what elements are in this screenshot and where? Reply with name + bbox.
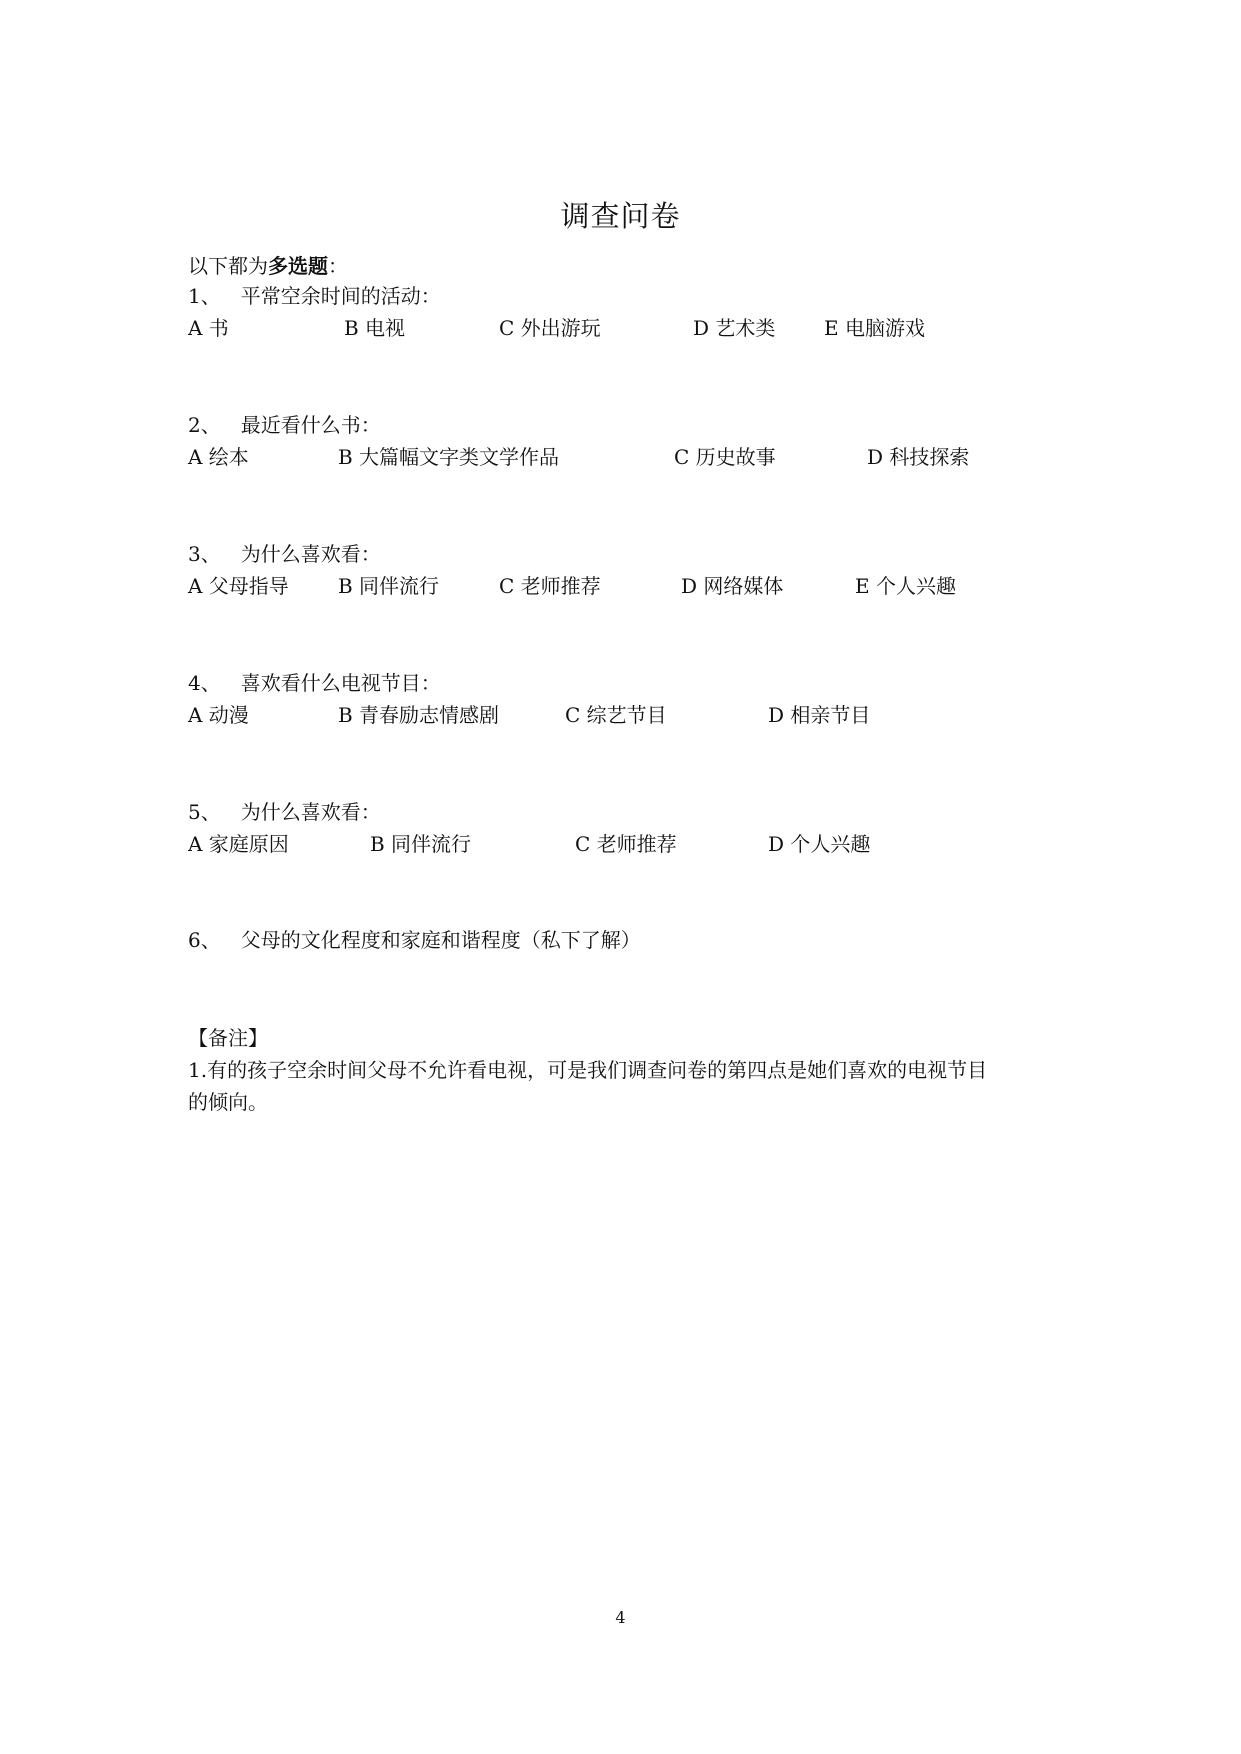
- question-number: 3、: [188, 542, 221, 566]
- question-number: 1、: [188, 284, 221, 308]
- q4-option-a: A 动漫: [188, 703, 249, 727]
- question-text: 父母的文化程度和家庭和谐程度（私下了解）: [240, 928, 641, 952]
- question-4: [188, 669, 441, 697]
- intro-bold: 多选题: [268, 254, 328, 278]
- question-2: [188, 411, 381, 439]
- page-number: 4: [615, 1608, 626, 1627]
- q3-option-b: B 同伴流行: [338, 574, 440, 598]
- q2-option-b: B 大篇幅文字类文学作品: [338, 445, 560, 469]
- q4-option-b: B 青春励志情感剧: [338, 703, 500, 727]
- q1-option-e: E 电脑游戏: [824, 316, 925, 340]
- q3-option-e: E 个人兴趣: [855, 574, 956, 598]
- question-number: 4、: [188, 671, 221, 695]
- q3-option-a: A 父母指导: [188, 574, 289, 598]
- q3-option-d: D 网络媒体: [681, 574, 784, 598]
- q1-option-c: C 外出游玩: [499, 316, 601, 340]
- question-text: 为什么喜欢看：: [240, 800, 381, 824]
- question-text: 喜欢看什么电视节目：: [240, 671, 441, 695]
- q2-option-d: D 科技探索: [867, 445, 970, 469]
- notes-line-2: 的倾向。: [188, 1090, 268, 1114]
- intro-prefix: 以下都为: [188, 254, 268, 278]
- q5-option-a: A 家庭原因: [188, 832, 289, 856]
- intro-line: [188, 252, 348, 280]
- question-6: [188, 926, 641, 954]
- question-text: 最近看什么书：: [240, 413, 381, 437]
- q5-option-b: B 同伴流行: [370, 832, 472, 856]
- question-number: 2、: [188, 413, 221, 437]
- page-title: 调查问卷: [560, 199, 681, 233]
- question-number: 6、: [188, 928, 221, 952]
- question-text: 平常空余时间的活动：: [240, 284, 441, 308]
- q1-option-b: B 电视: [344, 316, 406, 340]
- question-1: [188, 282, 441, 310]
- notes-line-1: 1.有的孩子空余时间父母不允许看电视，可是我们调查问卷的第四点是她们喜欢的电视节目: [188, 1058, 988, 1082]
- question-text: 为什么喜欢看：: [240, 542, 381, 566]
- q2-option-a: A 绘本: [188, 445, 249, 469]
- q5-option-c: C 老师推荐: [575, 832, 677, 856]
- question-number: 5、: [188, 800, 221, 824]
- q1-option-a: A 书: [188, 316, 229, 340]
- q1-option-d: D 艺术类: [693, 316, 776, 340]
- q4-option-d: D 相亲节目: [768, 703, 871, 727]
- question-3: [188, 540, 381, 568]
- intro-suffix: ：: [328, 254, 348, 278]
- question-5: [188, 798, 381, 826]
- q4-option-c: C 综艺节目: [565, 703, 667, 727]
- q5-option-d: D 个人兴趣: [768, 832, 871, 856]
- q2-option-c: C 历史故事: [674, 445, 776, 469]
- notes-heading: 【备注】: [188, 1026, 268, 1050]
- q3-option-c: C 老师推荐: [499, 574, 601, 598]
